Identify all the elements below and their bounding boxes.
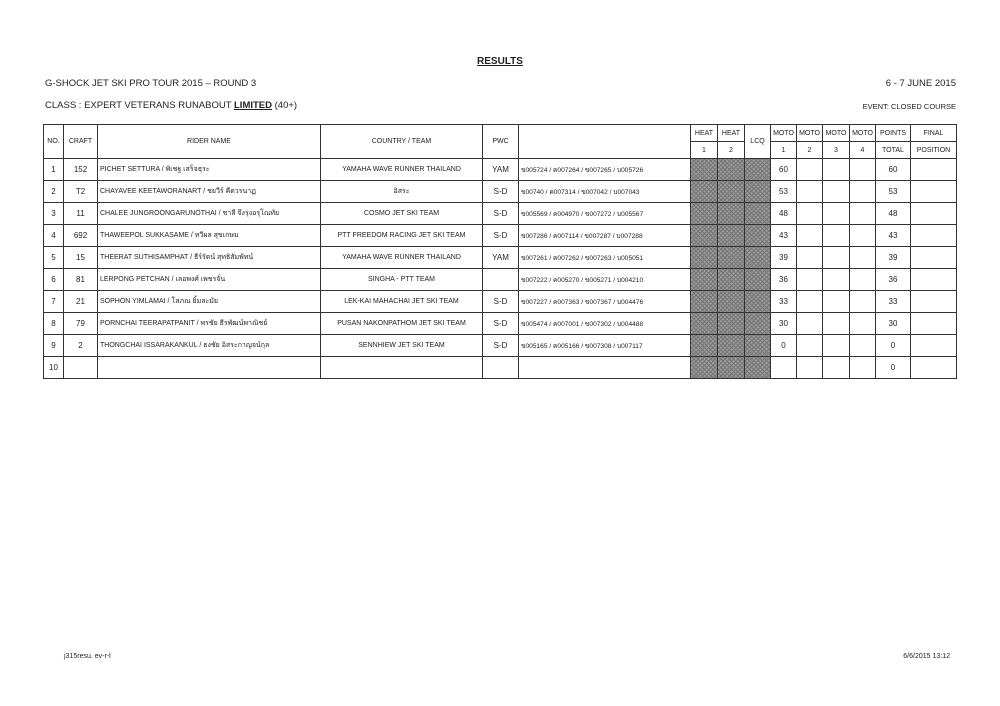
cell-heat1	[691, 335, 718, 357]
col-heat1: HEAT	[691, 125, 718, 142]
cell-heat2	[718, 203, 745, 225]
table-row	[44, 357, 957, 379]
col-moto4: MOTO	[850, 125, 876, 142]
cell-moto1: 0	[771, 335, 797, 357]
cell-craft: 2	[64, 335, 98, 357]
cell-craft: 152	[64, 159, 98, 181]
cell-moto3	[823, 335, 850, 357]
cell-no: 7	[44, 291, 64, 313]
cell-moto1	[771, 357, 797, 379]
cell-heat2	[718, 357, 745, 379]
cell-final-position	[911, 247, 957, 269]
cell-moto4	[850, 203, 876, 225]
cell-no: 4	[44, 225, 64, 247]
cell-heat2	[718, 313, 745, 335]
col-team: COUNTRY / TEAM	[321, 125, 483, 159]
cell-moto1: 33	[771, 291, 797, 313]
cell-rider: THONGCHAI ISSARAKANKUL / ธงชัย อิสระกาญจน์กุล	[98, 335, 321, 357]
cell-moto4	[850, 291, 876, 313]
col-final: FINAL	[911, 125, 957, 142]
cell-heat1	[691, 269, 718, 291]
cell-rider: PICHET SETTURA / พิเชฐ เสร็จธุระ	[98, 159, 321, 181]
cell-pwc	[483, 269, 519, 291]
col-moto3-number: 3	[823, 142, 850, 159]
cell-moto3	[823, 225, 850, 247]
cell-moto3	[823, 203, 850, 225]
cell-team: YAMAHA WAVE RUNNER THAILAND	[321, 247, 483, 269]
cell-team: SINGHA - PTT TEAM	[321, 269, 483, 291]
cell-numbers	[519, 357, 691, 379]
cell-lcq	[745, 225, 771, 247]
cell-team: PTT FREEDOM RACING JET SKI TEAM	[321, 225, 483, 247]
col-heat1-number: 1	[691, 142, 718, 159]
cell-moto4	[850, 159, 876, 181]
cell-heat1	[691, 357, 718, 379]
cell-heat2	[718, 269, 745, 291]
cell-final-position	[911, 291, 957, 313]
col-moto3: MOTO	[823, 125, 850, 142]
col-moto1-number: 1	[771, 142, 797, 159]
table-row	[44, 181, 957, 203]
cell-moto1: 39	[771, 247, 797, 269]
cell-no: 8	[44, 313, 64, 335]
cell-pwc: S-D	[483, 335, 519, 357]
cell-final-position	[911, 269, 957, 291]
cell-lcq	[745, 203, 771, 225]
cell-craft: 79	[64, 313, 98, 335]
cell-points-total: 53	[876, 181, 911, 203]
cell-points-total: 48	[876, 203, 911, 225]
cell-craft: 81	[64, 269, 98, 291]
cell-numbers: ข005724 / ค007264 / ข007265 / บ005726	[519, 159, 691, 181]
cell-final-position	[911, 313, 957, 335]
col-points: POINTS	[876, 125, 911, 142]
cell-final-position	[911, 225, 957, 247]
cell-points-total: 39	[876, 247, 911, 269]
results-table	[43, 124, 957, 379]
cell-pwc: S-D	[483, 203, 519, 225]
cell-numbers: ข007227 / ค007363 / ข007367 / บ004476	[519, 291, 691, 313]
cell-no: 6	[44, 269, 64, 291]
cell-lcq	[745, 159, 771, 181]
cell-pwc: S-D	[483, 225, 519, 247]
cell-team: อิสระ	[321, 181, 483, 203]
cell-moto2	[797, 313, 823, 335]
event-date: 6 - 7 JUNE 2015	[885, 78, 956, 89]
cell-lcq	[745, 335, 771, 357]
cell-heat2	[718, 247, 745, 269]
cell-heat2	[718, 291, 745, 313]
cell-moto4	[850, 313, 876, 335]
cell-moto1: 48	[771, 203, 797, 225]
cell-team: YAMAHA WAVE RUNNER THAILAND	[321, 159, 483, 181]
table-row	[44, 203, 957, 225]
col-moto4-number: 4	[850, 142, 876, 159]
cell-rider: CHAYAVEE KEETAWORANART / ชยวีร์ คีตวรนาฏ	[98, 181, 321, 203]
cell-moto2	[797, 247, 823, 269]
cell-moto2	[797, 203, 823, 225]
cell-heat1	[691, 291, 718, 313]
cell-rider: CHALEE JUNGROONGARUNOTHAI / ชาลี จึงรุ่งอรุโณทัย	[98, 203, 321, 225]
cell-moto4	[850, 335, 876, 357]
cell-moto1: 60	[771, 159, 797, 181]
table-row	[44, 335, 957, 357]
cell-points-total: 0	[876, 335, 911, 357]
cell-final-position	[911, 335, 957, 357]
cell-final-position	[911, 357, 957, 379]
cell-team	[321, 357, 483, 379]
col-rider: RIDER NAME	[98, 125, 321, 159]
cell-rider: SOPHON YIMLAMAI / โสภณ ยิ้มละมัย	[98, 291, 321, 313]
cell-no: 9	[44, 335, 64, 357]
table-row	[44, 247, 957, 269]
cell-moto3	[823, 247, 850, 269]
cell-moto3	[823, 357, 850, 379]
cell-craft: 11	[64, 203, 98, 225]
cell-moto4	[850, 269, 876, 291]
cell-lcq	[745, 357, 771, 379]
cell-heat1	[691, 247, 718, 269]
cell-points-total: 33	[876, 291, 911, 313]
cell-moto2	[797, 291, 823, 313]
cell-rider: THAWEEPOL SUKKASAME / ทวีผล สุขเกษม	[98, 225, 321, 247]
results-body	[44, 159, 957, 379]
cell-moto2	[797, 181, 823, 203]
cell-points-total: 60	[876, 159, 911, 181]
cell-craft: T2	[64, 181, 98, 203]
event-type: EVENT: CLOSED COURSE	[862, 102, 956, 111]
cell-no: 10	[44, 357, 64, 379]
class-line	[45, 100, 297, 111]
cell-moto4	[850, 247, 876, 269]
col-heat2: HEAT	[718, 125, 745, 142]
cell-craft: 21	[64, 291, 98, 313]
table-row	[44, 313, 957, 335]
col-final-position: POSITION	[911, 142, 957, 159]
footer-timestamp: 6/6/2015 13:12	[903, 653, 950, 660]
cell-rider: LERPONG PETCHAN / เลอพงศ์ เพชรจั่น	[98, 269, 321, 291]
cell-lcq	[745, 291, 771, 313]
cell-no: 1	[44, 159, 64, 181]
cell-lcq	[745, 181, 771, 203]
cell-moto1: 43	[771, 225, 797, 247]
cell-heat1	[691, 203, 718, 225]
cell-moto2	[797, 159, 823, 181]
col-no: NO.	[44, 125, 64, 159]
cell-pwc	[483, 357, 519, 379]
col-moto1: MOTO	[771, 125, 797, 142]
cell-no: 2	[44, 181, 64, 203]
cell-moto3	[823, 291, 850, 313]
cell-heat2	[718, 335, 745, 357]
class-suffix: (40+)	[272, 100, 298, 111]
col-craft: CRAFT	[64, 125, 98, 159]
class-limited: LIMITED	[234, 100, 272, 111]
col-lcq: LCQ	[745, 125, 771, 159]
cell-final-position	[911, 203, 957, 225]
cell-moto1: 36	[771, 269, 797, 291]
cell-moto3	[823, 313, 850, 335]
cell-numbers: ข007286 / ค007114 / ข007287 / บ007288	[519, 225, 691, 247]
cell-moto1: 30	[771, 313, 797, 335]
cell-moto4	[850, 225, 876, 247]
cell-craft: 692	[64, 225, 98, 247]
cell-rider	[98, 357, 321, 379]
cell-points-total: 43	[876, 225, 911, 247]
event-name: G-SHOCK JET SKI PRO TOUR 2015 – ROUND 3	[45, 78, 257, 89]
cell-moto3	[823, 181, 850, 203]
cell-moto2	[797, 269, 823, 291]
cell-pwc: YAM	[483, 159, 519, 181]
cell-craft: 15	[64, 247, 98, 269]
cell-lcq	[745, 269, 771, 291]
cell-numbers: ข005474 / ค007001 / ข007302 / บ004488	[519, 313, 691, 335]
col-points-total: TOTAL	[876, 142, 911, 159]
class-prefix: CLASS : EXPERT VETERANS RUNABOUT	[45, 100, 234, 111]
table-row	[44, 269, 957, 291]
col-pwc: PWC	[483, 125, 519, 159]
cell-moto4	[850, 181, 876, 203]
page-title: RESULTS	[477, 56, 523, 67]
cell-numbers: ข005569 / ค004970 / ข007272 / บ005567	[519, 203, 691, 225]
cell-heat2	[718, 181, 745, 203]
cell-heat1	[691, 181, 718, 203]
cell-no: 3	[44, 203, 64, 225]
cell-rider: PORNCHAI TEERAPATPANIT / พรชัย ธีรพัฒน์พาณิชย์	[98, 313, 321, 335]
cell-no: 5	[44, 247, 64, 269]
cell-team: SENNHIEW JET SKI TEAM	[321, 335, 483, 357]
table-row	[44, 291, 957, 313]
cell-heat2	[718, 159, 745, 181]
cell-heat1	[691, 313, 718, 335]
cell-heat1	[691, 225, 718, 247]
cell-heat2	[718, 225, 745, 247]
cell-pwc: S-D	[483, 313, 519, 335]
cell-numbers: ข00740 / ค007314 / ข007042 / บ007043	[519, 181, 691, 203]
cell-pwc: YAM	[483, 247, 519, 269]
cell-moto3	[823, 159, 850, 181]
footer-file-code: j315resu. ev-r-l	[64, 653, 111, 660]
cell-points-total: 36	[876, 269, 911, 291]
cell-team: PUSAN NAKONPATHOM JET SKI TEAM	[321, 313, 483, 335]
cell-pwc: S-D	[483, 181, 519, 203]
cell-heat1	[691, 159, 718, 181]
cell-moto2	[797, 335, 823, 357]
col-moto2-number: 2	[797, 142, 823, 159]
cell-moto1: 53	[771, 181, 797, 203]
table-row	[44, 225, 957, 247]
table-row	[44, 159, 957, 181]
header-row-top	[44, 125, 957, 142]
col-numbers	[519, 125, 691, 159]
cell-moto2	[797, 225, 823, 247]
cell-final-position	[911, 159, 957, 181]
cell-moto2	[797, 357, 823, 379]
cell-moto3	[823, 269, 850, 291]
cell-points-total: 30	[876, 313, 911, 335]
cell-lcq	[745, 247, 771, 269]
col-heat2-number: 2	[718, 142, 745, 159]
col-moto2: MOTO	[797, 125, 823, 142]
cell-lcq	[745, 313, 771, 335]
cell-team: LEK-KAI MAHACHAI JET SKI TEAM	[321, 291, 483, 313]
cell-numbers: ข005165 / ค005166 / ข007308 / บ007117	[519, 335, 691, 357]
cell-numbers: ข007222 / ค005270 / ข005271 / บ004210	[519, 269, 691, 291]
cell-points-total: 0	[876, 357, 911, 379]
cell-craft	[64, 357, 98, 379]
cell-team: COSMO JET SKI TEAM	[321, 203, 483, 225]
cell-moto4	[850, 357, 876, 379]
cell-final-position	[911, 181, 957, 203]
cell-rider: THEERAT SUTHISAMPHAT / ธีร์รัตน์ สุทธิสัมพัทน์	[98, 247, 321, 269]
cell-pwc: S-D	[483, 291, 519, 313]
cell-numbers: ข007261 / ค007262 / ข007263 / บ005051	[519, 247, 691, 269]
